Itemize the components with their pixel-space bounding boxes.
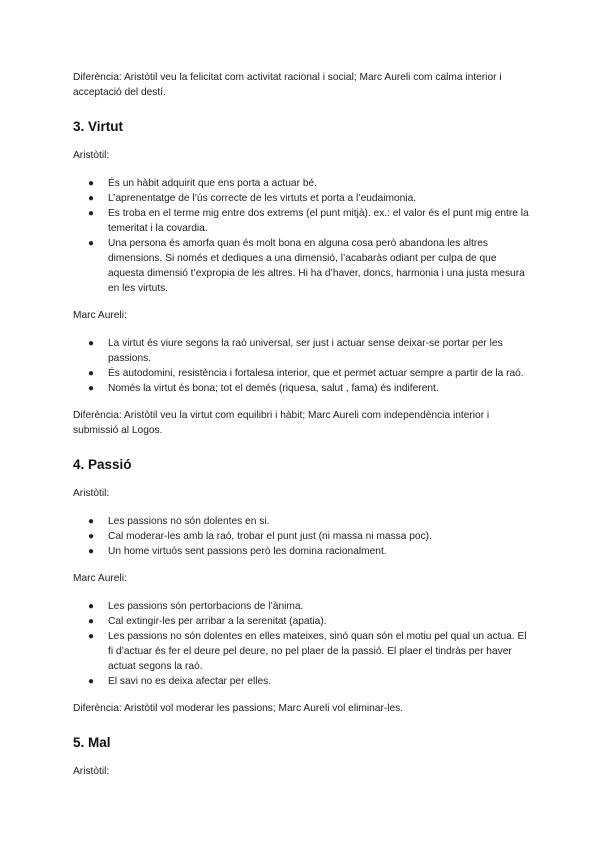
bullet-icon: ●	[88, 516, 95, 527]
bullet-icon: ●	[88, 531, 95, 542]
list-item: ● La virtut és viure segons la raó universal, ser just i actuar sense deixar-se portar per les passions.	[88, 338, 503, 364]
bullet-icon: ●	[88, 601, 95, 612]
list-item: ● Les passions no són dolentes en elles mateixes, sinó quan són el motiu pel qual un actua. El fi d’actuar és fer el deure pel deure, no pel plaer de la passió. El plaer el tindràs per haver actuat segons la raó.	[88, 631, 527, 672]
document-content	[73, 70, 533, 779]
bullet-icon: ●	[88, 338, 95, 349]
section-heading-mal: 5. Mal	[73, 735, 111, 750]
bullet-icon: ●	[88, 631, 95, 642]
list-item: ● Les passions no són dolentes en si.	[88, 516, 270, 527]
passio-marc-list	[73, 599, 533, 689]
bullet-icon: ●	[88, 546, 95, 557]
bullet-icon: ●	[88, 368, 95, 379]
bullet-icon: ●	[88, 178, 95, 189]
list-item: ● El savi no es deixa afectar per elles.	[88, 676, 272, 687]
list-item: ● L’aprenentatge de l’ús correcte de les virtuts et porta a l’eudaimonia.	[88, 193, 417, 204]
intro-difference: Diferència: Aristòtil veu la felicitat com activitat racional i social; Marc Aureli com calma interior i acceptació del destí.	[73, 72, 502, 98]
list-item: ● Es troba en el terme mig entre dos extrems (el punt mitjà). ex.: el valor és el punt mig entre la temeritat i la covardia.	[88, 208, 529, 234]
passio-aristotil-list	[73, 514, 533, 559]
list-item: ● És un hàbit adquirit que ens porta a actuar bé.	[88, 178, 317, 189]
passio-marc-label: Marc Aureli:	[73, 573, 127, 584]
list-item: ● Cal extingir-les per arribar a la serenitat (apatia).	[88, 616, 327, 627]
list-item: ● Les passions són pertorbacions de l’ànima.	[88, 601, 304, 612]
list-item: ● Una persona és amorfa quan és molt bona en alguna cosa però abandona les altres dimensions. Si només et dediques a una dimensió, l’acabaràs odiant per culpa de que aquesta dimensió t’expropia de les altres. Hi ha d’haver, doncs, harmonia i una justa mesura en les virtuts.	[88, 238, 525, 294]
bullet-icon: ●	[88, 616, 95, 627]
list-item: ● És autodomini, resistència i fortalesa interior, que et permet actuar sempre a partir de la raó.	[88, 368, 524, 379]
mal-aristotil-label: Aristòtil:	[73, 766, 110, 777]
list-item: ● Cal moderar-les amb la raó, trobar el punt just (ni massa ni massa poc).	[88, 531, 432, 542]
bullet-icon: ●	[88, 676, 95, 687]
list-item: ● Només la virtut és bona; tot el demés (riquesa, salut , fama) és indiferent.	[88, 383, 439, 394]
virtut-aristotil-list	[73, 176, 533, 296]
bullet-icon: ●	[88, 238, 95, 249]
virtut-marc-label: Marc Aureli:	[73, 310, 127, 321]
passio-aristotil-label: Aristòtil:	[73, 488, 110, 499]
virtut-aristotil-label: Aristòtil:	[73, 150, 110, 161]
list-item: ● Un home virtuós sent passions però les domina racionalment.	[88, 546, 387, 557]
virtut-difference: Diferència: Aristòtil veu la virtut com equilibri i hàbit; Marc Aureli com independència interior i submissió al Logos.	[73, 410, 490, 436]
bullet-icon: ●	[88, 193, 95, 204]
section-heading-virtut: 3. Virtut	[73, 119, 124, 134]
passio-difference: Diferència: Aristòtil vol moderar les passions; Marc Aureli vol eliminar-les.	[73, 703, 404, 714]
bullet-icon: ●	[88, 208, 95, 219]
bullet-icon: ●	[88, 383, 95, 394]
virtut-marc-list	[73, 336, 533, 396]
section-heading-passio: 4. Passió	[73, 457, 132, 472]
